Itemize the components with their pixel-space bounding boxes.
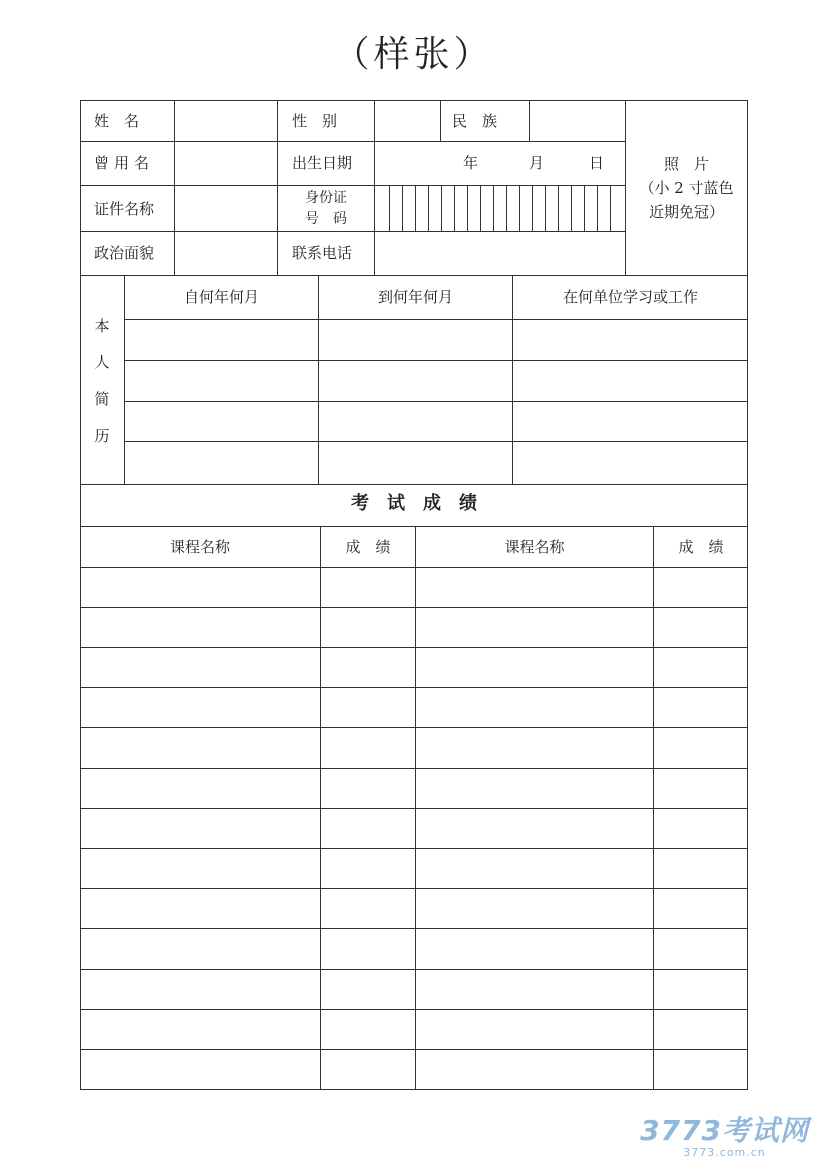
watermark-brand: 3773考试网 [640, 1114, 809, 1147]
id-number-label-line1: 身份证 [305, 190, 347, 206]
hline [80, 888, 748, 889]
resume-side-label-1: 本 [94, 317, 110, 335]
vline [124, 275, 125, 484]
name-input[interactable] [175, 101, 277, 141]
phone-label: 联系电话 [292, 244, 353, 262]
birth-day-label: 日 [589, 154, 605, 172]
registration-form [80, 100, 748, 1090]
hline [80, 647, 748, 648]
hline [80, 1009, 748, 1010]
hline [124, 319, 748, 320]
hline [80, 275, 748, 276]
hline [80, 928, 748, 929]
vline [318, 275, 319, 484]
hline [80, 768, 748, 769]
ethnicity-label: 民 族 [452, 112, 498, 130]
course-header-right: 课程名称 [504, 538, 565, 556]
hline [80, 484, 748, 485]
name-label: 姓 名 [94, 112, 140, 130]
photo-size-note: （小 2 寸蓝色 [639, 179, 734, 197]
hline [80, 607, 748, 608]
resume-side-label-2: 人 [94, 353, 110, 371]
phone-input[interactable] [375, 232, 625, 275]
hline [80, 727, 748, 728]
hline [80, 848, 748, 849]
hline [80, 969, 748, 970]
gender-input[interactable] [375, 101, 440, 141]
vline [440, 100, 441, 142]
gender-label: 性 别 [292, 112, 338, 130]
course-header-left: 课程名称 [169, 538, 230, 556]
page-title: （样张） [333, 34, 494, 75]
hline [124, 441, 748, 442]
resume-header-from: 自何年何月 [183, 288, 259, 306]
vline [653, 526, 654, 1090]
former-name-label: 曾用名 [94, 154, 155, 172]
resume-side-label-3: 简 [94, 390, 110, 408]
score-header-left: 成 绩 [345, 538, 391, 556]
hline [124, 360, 748, 361]
hline [124, 401, 748, 402]
political-label: 政治面貌 [94, 244, 155, 262]
hline [80, 687, 748, 688]
scores-heading: 考 试 成 绩 [351, 493, 477, 514]
hline [80, 808, 748, 809]
watermark-logo [640, 1116, 809, 1159]
vline [320, 526, 321, 1090]
resume-header-organization: 在何单位学习或工作 [562, 288, 698, 306]
political-input[interactable] [175, 232, 277, 275]
vline [512, 275, 513, 484]
birth-date-label: 出生日期 [292, 154, 353, 172]
birth-year-label: 年 [463, 154, 479, 172]
id-type-input[interactable] [175, 186, 277, 231]
id-number-label-line2: 号 码 [305, 211, 347, 227]
border-left [80, 100, 81, 1090]
vline [277, 100, 278, 275]
hline [80, 1049, 748, 1050]
id-digit-boxes[interactable] [389, 185, 625, 231]
birth-month-label: 月 [529, 154, 545, 172]
score-header-right: 成 绩 [678, 538, 724, 556]
former-name-input[interactable] [175, 142, 277, 185]
resume-header-to: 到何年何月 [377, 288, 453, 306]
ethnicity-input[interactable] [530, 101, 625, 141]
photo-requirement-note: 近期免冠） [648, 203, 724, 221]
vline [415, 526, 416, 1090]
watermark-url: 3773.com.cn [683, 1146, 766, 1159]
border-right [747, 100, 748, 1090]
id-type-label: 证件名称 [94, 200, 155, 218]
photo-label: 照 片 [663, 155, 709, 173]
resume-side-label-4: 历 [94, 427, 110, 445]
hline [80, 141, 625, 142]
border-bottom [80, 1089, 748, 1090]
hline [80, 526, 748, 527]
hline [80, 567, 748, 568]
